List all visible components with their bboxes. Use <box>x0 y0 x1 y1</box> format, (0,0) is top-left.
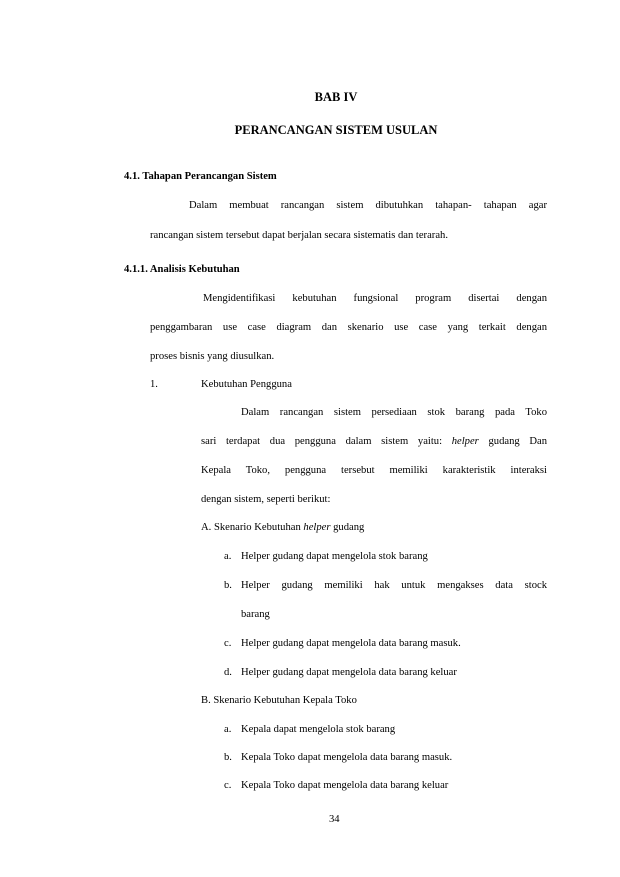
scenario-b-item-letter: b. <box>224 752 232 763</box>
item1-line2 <box>201 436 547 447</box>
scenario-a-title-pre: A. Skenario Kebutuhan <box>201 522 304 533</box>
item1-line3: Kepala Toko, pengguna tersebut memiliki karakteristik interaksi <box>201 465 547 476</box>
scenario-a-item-text: Helper gudang dapat mengelola stok barang <box>241 551 428 562</box>
scenario-b-item-text: Kepala dapat mengelola stok barang <box>241 724 396 735</box>
scenario-a-item-letter: d. <box>224 667 232 678</box>
scenario-a-item-text: Helper gudang dapat mengelola data barang keluar <box>241 667 457 678</box>
item1-line1: Dalam rancangan sistem persediaan stok barang pada Toko <box>241 407 547 418</box>
scenario-a-item-letter: a. <box>224 551 232 562</box>
item1-line2-em: helper <box>451 436 479 447</box>
scenario-a-title-post: gudang <box>330 522 365 533</box>
section-4-1-para-line2: rancangan sistem tersebut dapat berjalan secara sistematis dan terarah. <box>150 230 448 241</box>
scenario-a-title-em: helper <box>303 522 331 533</box>
item1-number: 1. <box>150 379 158 390</box>
scenario-a-item-text-cont: barang <box>241 609 270 620</box>
scenario-b-title: B. Skenario Kebutuhan Kepala Toko <box>201 695 357 706</box>
item1-label: Kebutuhan Pengguna <box>201 379 292 390</box>
item1-line4: dengan sistem, seperti berikut: <box>201 494 331 505</box>
scenario-b-item-letter: a. <box>224 724 232 735</box>
scenario-a-item-text: Helper gudang memiliki hak untuk mengakses data stock <box>241 580 547 591</box>
chapter-number: BAB IV <box>314 90 358 104</box>
item1-line2-pre: sari terdapat dua pengguna dalam sistem yaitu: <box>201 436 452 447</box>
chapter-title: PERANCANGAN SISTEM USULAN <box>234 123 438 137</box>
page-number: 34 <box>329 814 340 825</box>
section-heading-4-1: 4.1. Tahapan Perancangan Sistem <box>124 171 277 182</box>
item1-line2-post: gudang Dan <box>478 436 548 447</box>
section-4-1-1-para-line2: penggambaran use case diagram dan skenario use case yang terkait dengan <box>150 322 547 333</box>
scenario-b-item-letter: c. <box>224 780 232 791</box>
section-4-1-para-line1: Dalam membuat rancangan sistem dibutuhkan tahapan- tahapan agar <box>189 200 547 211</box>
scenario-a-item-letter: c. <box>224 638 232 649</box>
scenario-b-item-text: Kepala Toko dapat mengelola data barang keluar <box>241 780 449 791</box>
scenario-a-item-letter: b. <box>224 580 232 591</box>
scenario-a-title <box>201 522 364 533</box>
section-4-1-1-para-line3: proses bisnis yang diusulkan. <box>150 351 275 362</box>
section-4-1-1-para-line1: Mengidentifikasi kebutuhan fungsional program disertai dengan <box>203 293 547 304</box>
scenario-a-item-text: Helper gudang dapat mengelola data barang masuk. <box>241 638 461 649</box>
section-heading-4-1-1: 4.1.1. Analisis Kebutuhan <box>124 264 240 275</box>
scenario-b-item-text: Kepala Toko dapat mengelola data barang masuk. <box>241 752 453 763</box>
